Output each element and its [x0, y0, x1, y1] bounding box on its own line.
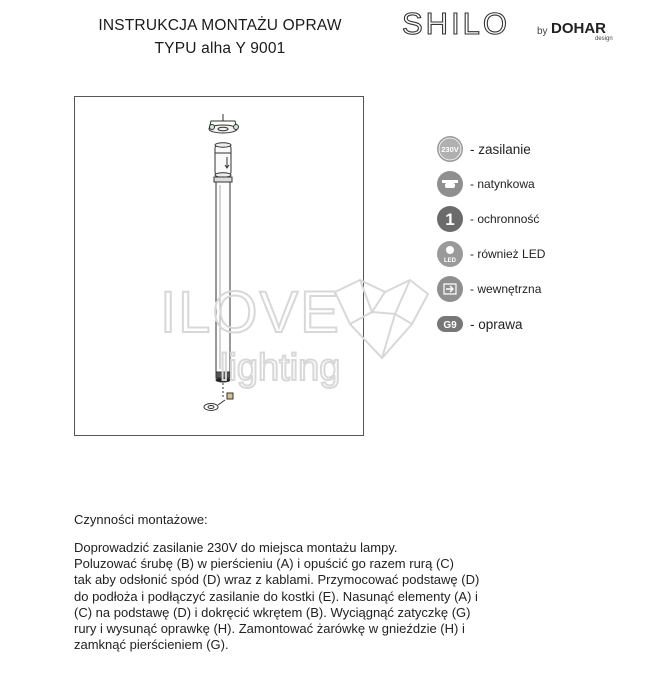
protection-class-icon	[436, 205, 464, 233]
legend-row-indoor	[436, 274, 541, 304]
legend-row-power	[436, 134, 531, 164]
g9-badge: G9	[443, 320, 457, 331]
legend-row-socket	[436, 309, 523, 339]
brand-name: SHILO	[402, 6, 511, 41]
watermark-text-bottom: lighting	[220, 347, 341, 389]
indoor-icon	[436, 275, 464, 303]
legend-row-led	[436, 239, 545, 269]
legend-label-power: - zasilanie	[470, 141, 531, 157]
surface-mount-icon	[436, 170, 464, 198]
protection-class-badge: 1	[445, 210, 455, 229]
legend-label-socket: - oprawa	[470, 316, 523, 332]
technical-drawing-frame	[74, 96, 364, 436]
brand-partner-sub: design	[595, 36, 613, 42]
document-title	[60, 14, 380, 60]
230v-icon	[436, 135, 464, 163]
title-line-1: INSTRUKCJA MONTAŻU OPRAW	[98, 17, 342, 34]
instruction-line: (C) na podstawę (D) i dokręcić wkrętem (B). Wyciągnąć zatyczkę (G)	[74, 604, 471, 620]
led-icon	[436, 240, 464, 268]
instruction-line: zamknąć pierścieniem (G).	[74, 637, 229, 653]
brand-by: by	[537, 26, 548, 37]
title-line-2: TYPU alha Y 9001	[154, 40, 286, 57]
instructions-heading: Czynności montażowe:	[74, 512, 208, 527]
legend-row-protection	[436, 204, 539, 234]
led-badge: LED	[444, 258, 456, 264]
legend-label-led: - również LED	[470, 247, 546, 261]
brand-logo	[400, 6, 640, 42]
instruction-line: Poluzować śrubę (B) w pierścieniu (A) i opuścić go razem rurą (C)	[74, 556, 455, 572]
instruction-line: tak aby odsłonić spód (D) wraz z kablami. Przymocować podstawę (D)	[74, 572, 480, 588]
instruction-line: do podłoża i podłączyć zasilanie do kostki (E). Nasunąć elementy (A) i	[74, 588, 478, 604]
legend-label-protection: - ochronność	[470, 212, 540, 226]
legend-label-indoor: - wewnętrzna	[470, 282, 542, 296]
instruction-line: rury i wysunąć oprawkę (H). Zamontować żarówkę w gnieździe (H) i	[74, 621, 465, 637]
watermark-text-top: ILOVE	[160, 280, 341, 345]
brand-partner: DOHAR	[551, 20, 606, 37]
instructions-body	[74, 540, 494, 653]
instruction-line: Doprowadzić zasilanie 230V do miejsca montażu lampy.	[74, 540, 398, 555]
fixture-drawing	[75, 97, 363, 435]
g9-socket-icon	[436, 310, 464, 338]
legend-row-surface	[436, 169, 535, 199]
legend-label-surface: - natynkowa	[470, 177, 535, 191]
230v-badge: 230V	[441, 145, 459, 154]
